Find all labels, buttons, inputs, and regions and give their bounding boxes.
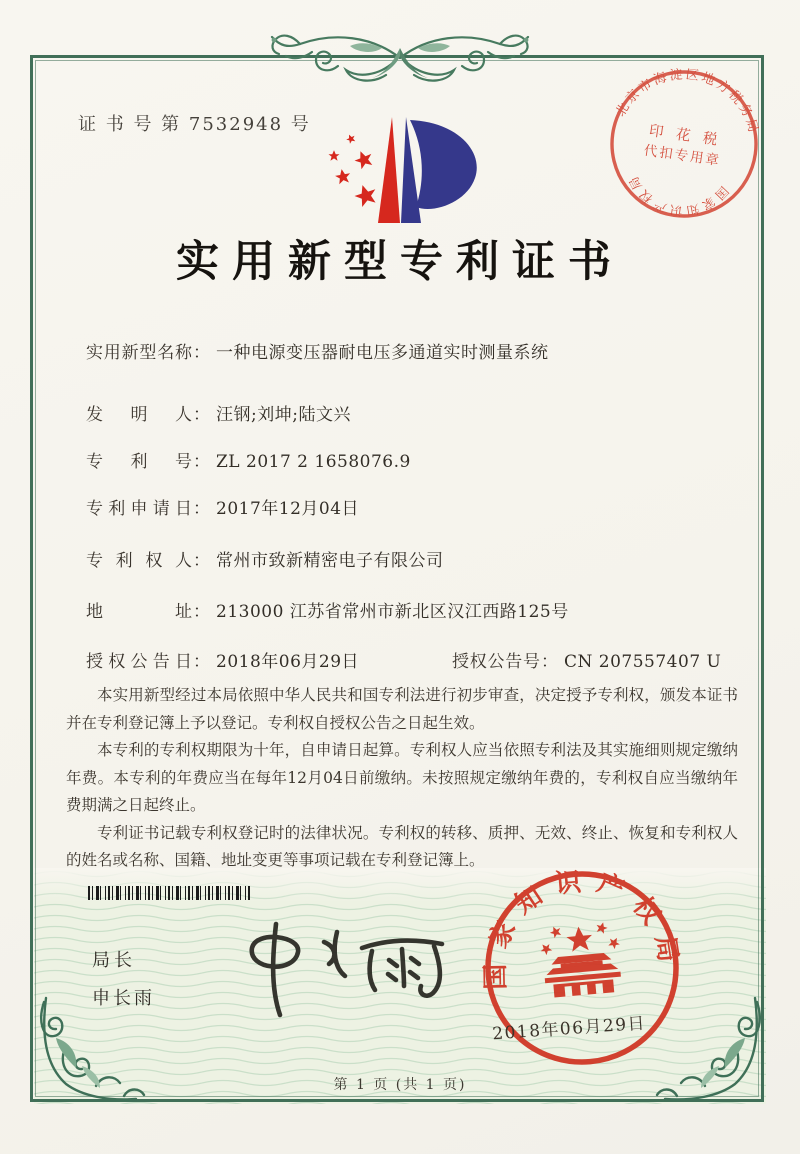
certificate-number: 证 书 号 第 7532948 号: [78, 114, 311, 135]
field-label: 实用新型名称: [86, 343, 192, 363]
commissioner-title: 局长: [92, 950, 136, 971]
legal-paragraph-2: 本专利的专利权期限为十年，自申请日起算。专利权人应当依照专利法及其实施细则规定缴纳年费。本专利的年费应当在每年12月04日前缴纳。未按照规定缴纳年费的，专利权自应当缴纳年费期满之日起终止。: [66, 741, 738, 815]
certificate-title: 实用新型专利证书: [176, 237, 624, 287]
field-value-patentee: 常州市致新精密电子有限公司: [216, 551, 444, 571]
seal-arc-text: 国家知识产权局: [480, 866, 685, 991]
field-value-patent-number: ZL 2017 2 1658076.9: [216, 452, 411, 472]
field-label: 授权公告日: [86, 652, 192, 672]
field-row-grant-date: 授权公告日： 2018年06月29日 授权公告号： CN 207557407 U: [86, 647, 359, 672]
field-row-filing-date: 专利申请日： 2017年12月04日: [86, 494, 359, 519]
field-grant-number: 授权公告号： CN 207557407 U: [452, 647, 721, 672]
field-label: 授权公告号: [452, 652, 540, 672]
cnipa-patent-logo: [306, 110, 494, 230]
field-value-invention-name: 一种电源变压器耐电压多通道实时测量系统: [216, 343, 549, 363]
cnipa-official-seal: [474, 860, 691, 1077]
field-value-inventors: 汪钢;刘坤;陆文兴: [216, 405, 351, 425]
stamp-center-line1: 印 花 税: [647, 123, 723, 150]
legal-paragraph-3: 专利证书记载专利权登记时的法律状况。专利权的转移、质押、无效、终止、恢复和专利权人的姓名或名称、国籍、地址变更等事项记载在专利登记簿上。: [66, 823, 738, 870]
field-value-grant-number: CN 207557407 U: [564, 652, 722, 672]
field-label: 专利号: [86, 452, 192, 472]
legal-paragraph-1: 本实用新型经过本局依照中华人民共和国专利法进行初步审查，决定授予专利权，颁发本证书并在专利登记簿上予以登记。专利权自授权公告之日起生效。: [66, 686, 738, 732]
field-row-address: 地址： 213000 江苏省常州市新北区汉江西路125号: [86, 597, 569, 622]
field-row-patent-number: 专利号： ZL 2017 2 1658076.9: [86, 447, 411, 472]
stamp-arc-bottom-text: 国家知识产权局: [624, 171, 732, 219]
field-row-patentee: 专利权人： 常州市致新精密电子有限公司: [86, 546, 444, 571]
field-label: 发明人: [86, 405, 192, 425]
stamp-center-line2: 代扣专用章: [642, 142, 722, 170]
seal-date: 2018年06月29日: [491, 1013, 647, 1045]
top-ornament-flourish: [252, 18, 548, 90]
national-emblem: [536, 919, 626, 999]
legal-text-block: [66, 682, 738, 875]
page-number: 第 1 页 (共 1 页): [333, 1077, 467, 1093]
stamp-arc-top-text: 北京市海淀区地方税务局: [613, 67, 761, 137]
field-label: 专利权人: [86, 551, 192, 571]
field-row-inventors: 发明人： 汪钢;刘坤;陆文兴: [86, 400, 351, 425]
field-label: 专利申请日: [86, 499, 192, 519]
field-value-grant-date: 2018年06月29日: [216, 652, 360, 672]
field-value-address: 213000 江苏省常州市新北区汉江西路125号: [216, 602, 569, 622]
handwritten-signature: [196, 918, 446, 1018]
stamp-duty-seal: [596, 56, 772, 232]
barcode: [88, 886, 250, 900]
field-value-filing-date: 2017年12月04日: [216, 499, 360, 519]
commissioner-name: 申长雨: [92, 988, 155, 1009]
field-label: 地址: [86, 602, 192, 622]
field-row-invention-name: 实用新型名称： 一种电源变压器耐电压多通道实时测量系统: [86, 338, 549, 363]
